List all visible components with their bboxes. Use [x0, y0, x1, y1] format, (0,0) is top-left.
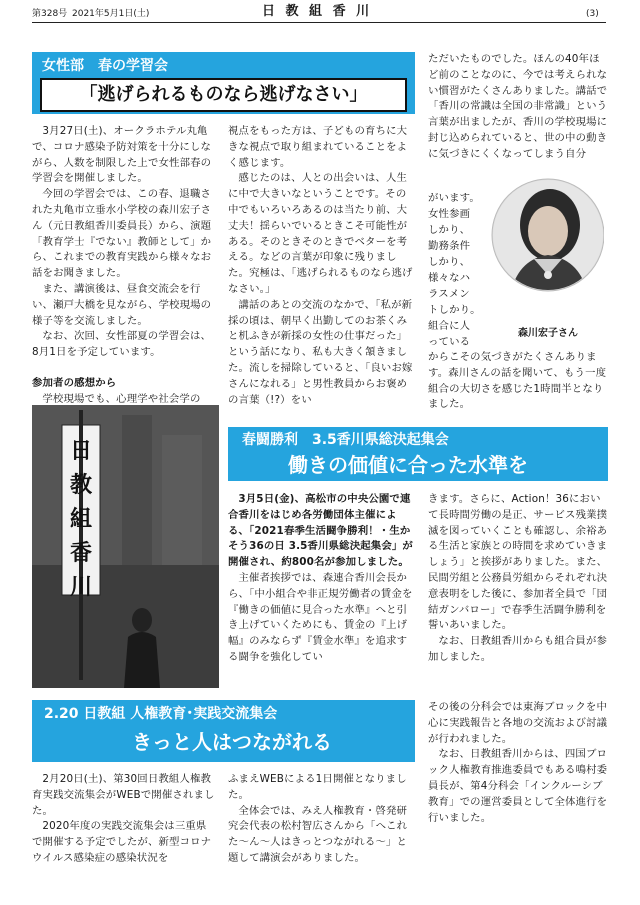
- women-dept-banner: [32, 52, 415, 114]
- article1-para: 3月27日(土)、オークラホテル丸亀で、コロナ感染予防対策を十分にしながら、人数を制限した上で女性部春の学習会を開催しました。: [32, 125, 212, 185]
- article1-para: 視点をもった方は、子どもの育ちに大きな視点で取り組まれていることをよく感じます。: [228, 125, 408, 169]
- article1-para: 講話のあとの交流のなかで、「私が新採の頃は、朝早く出勤してのお茶くみと机ふきが新採の女性の仕事だった」という話になり、私も大きく頷きました。流しを掃除していると、「良いお嫁さんになれる」と男性教員からお褒めの言葉（!?）をい: [228, 298, 413, 406]
- human-rights-subtitle: 2.20 日教組 人権教育･実践交流集会: [44, 706, 278, 722]
- page-number: (3): [586, 9, 599, 19]
- women-dept-title: 「逃げられるものなら逃げなさい」: [40, 78, 407, 112]
- women-dept-subtitle: 女性部 春の学習会: [42, 58, 168, 74]
- article3-column-2: [228, 772, 416, 867]
- article3-column-3: [428, 700, 608, 826]
- narrow-line: 様々なハ: [428, 272, 471, 284]
- narrow-line: トしかり。: [428, 304, 481, 316]
- article1-column-3-top: [428, 52, 608, 163]
- narrow-line: 女性参画: [428, 208, 471, 220]
- newsletter-title: 日 教 組 香 川: [262, 4, 373, 19]
- article2-para: 主催者挨拶では、森連合香川会長から、「中小組合や非正規労働者の賃金を『働きの価値に見合った水準』へと引き上げていくためにも、賃金の『上げ幅』のみならず『賃金水準』を追求する闘争を強化してい: [228, 571, 413, 663]
- article1-column-3-bottom: [428, 350, 608, 413]
- article1-para: 学校現場でも、心理学や社会学の: [42, 392, 201, 405]
- article3-column-1: [32, 772, 215, 867]
- article1-column-2: [228, 124, 416, 408]
- narrow-line: しかり、: [428, 256, 471, 268]
- article1-para: ただいたものでした。ほんの40年ほど前のことなのに、今では考えられない慣習がたくさんありました。講話で「香川の常識は全国の非常識」という言葉が出ましたが、香川の学校現場に封じ込められていると、世の中の動きに気づきにくくなってしまう自分: [428, 53, 608, 160]
- article3-para: なお、日教組香川からは、四国ブロック人権教育推進委員でもある鳴村委員長が、第4分科会「インクルーシブ教育」での運営委員として全体進行を行いました。: [428, 748, 608, 824]
- narrow-line: 組合に人: [428, 320, 471, 332]
- header-rule: [32, 22, 606, 23]
- spring-struggle-title: 働きの価値に合った水準を: [288, 453, 528, 477]
- narrow-line: 勤務条件: [428, 240, 471, 252]
- narrow-line: っている: [428, 336, 471, 348]
- issue-number: 第328号: [32, 9, 68, 19]
- spring-struggle-subtitle: 春闘勝利 3.5香川県総決起集会: [242, 432, 449, 448]
- article1-para: なお、次回、女性部夏の学習会は、8月1日を予定しています。: [32, 330, 212, 359]
- spring-struggle-banner: [228, 427, 608, 481]
- human-rights-title: きっと人はつながれる: [132, 730, 332, 754]
- article3-para: 2020年度の実践交流集会は三重県で開催する予定でしたが、新型コロナウイルス感染症の感染状況を: [32, 820, 212, 864]
- human-rights-banner: [32, 700, 415, 762]
- portrait-photo: [488, 175, 604, 315]
- article2-para: なお、日教組香川からも組合員が参加しました。: [428, 635, 608, 663]
- article1-para: からこその気づきがたくさんあります。森川さんの話を聞いて、もう一度組合の大切さを感じた1時間半となりました。: [428, 351, 607, 411]
- article1-para: また、講演後は、昼食交流会を行い、瀬戸大橋を見ながら、学校現場の様子等を交流しました。: [32, 282, 212, 327]
- article3-para: その後の分科会では東海ブロックを中心に実践報告と各地の交流および討議が行われました。: [428, 701, 608, 745]
- issue-date: 2021年5月1日(土): [72, 9, 150, 19]
- article1-column-3-narrow: [428, 190, 492, 350]
- article2-lead: 3月5日(金)、高松市の中央公園で連合香川をはじめ各労働団体主催による、「2021春季生活闘争勝利！・生かそう36の日 3.5香川県総決起集会」が開催され、約800名が参加しました。: [228, 493, 413, 569]
- article2-column-1: [228, 492, 416, 666]
- narrow-line: がいます。: [428, 192, 480, 204]
- article2-para: きます。さらに、Action！36において長時間労働の是正、サービス残業撲滅を図っていくことも確認し、余裕ある生活と家族との時間を求めていきましょう」と挨拶がありました。また、民間労組と公務員労組からそれぞれ決意表明をした後に、参加者全員で「団結ガンバロー」で春季生活闘争勝利を誓いあいました。: [428, 493, 608, 632]
- impressions-heading: 参加者の感想から: [32, 376, 117, 389]
- portrait-caption: 森川宏子さん: [518, 328, 578, 339]
- article2-column-2: [428, 492, 608, 666]
- article1-para: 感じたのは、人との出会いは、人生に中で大きいなということです。その中でもいろいろあるのは当たり前、大丈夫！揺らいでいるときこそ可能性がある。そのときそのときでベターを考える。などの言葉が印象に残りました。究極は、「逃げられるものなら逃げなさい。」: [228, 172, 413, 295]
- rally-photo: [32, 405, 219, 688]
- article3-para: 2月20日(土)、第30回日教組人権教育実践交流集会がWEBで開催されました。: [32, 773, 215, 817]
- article1-column-1: [32, 124, 215, 408]
- union-sign-text: 日教組香川: [69, 439, 92, 600]
- article1-para: 今回の学習会では、この春、退職された丸亀市立垂水小学校の森川宏子さん（元日教組香川委員長）から、演題「教育学士『でない』教師として」から、これまでの教育実践から様々なお話をお聞きました。: [32, 188, 212, 280]
- narrow-line: ラスメン: [428, 288, 470, 300]
- article3-para: ふまえWEBによる1日開催となりました。: [228, 773, 407, 801]
- article3-para: 全体会では、みえ人権教育・啓発研究会代表の松村智広さんから「へこれた～ん～人はきっとつながれる～」と題して講演会がありました。: [228, 804, 408, 864]
- narrow-line: しかり、: [428, 224, 471, 236]
